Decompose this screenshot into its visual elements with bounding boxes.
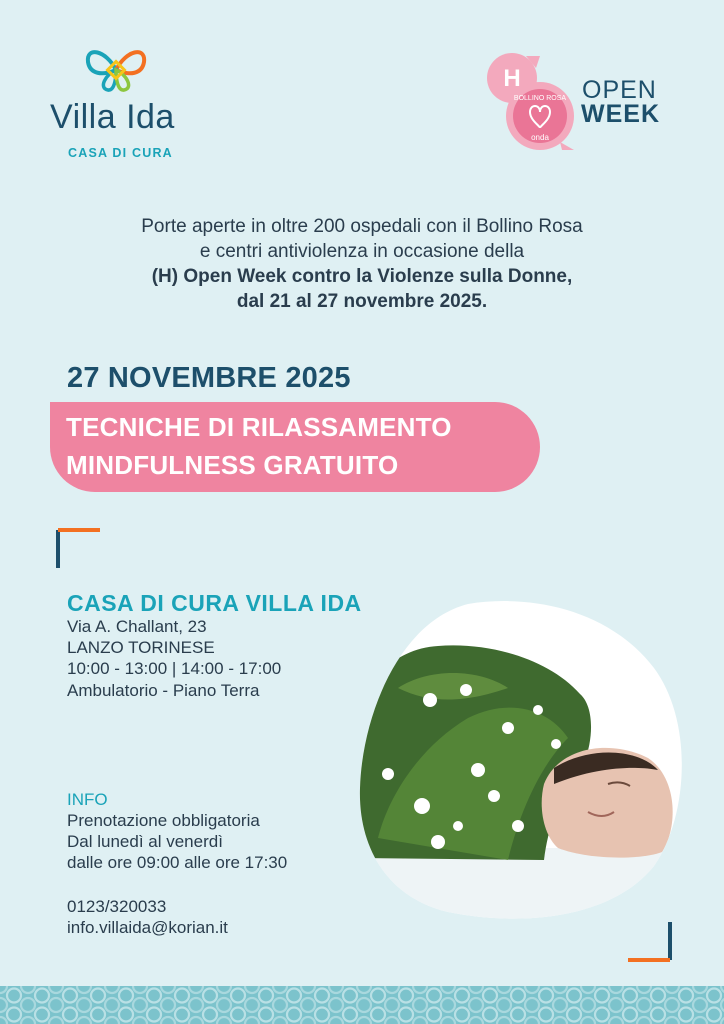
venue-location: Ambulatorio - Piano Terra (67, 681, 260, 700)
info-line: Dal lunedì al venerdì (67, 832, 223, 851)
badge-text-bottom: onda (531, 133, 549, 142)
intro-line-bold: dal 21 al 27 novembre 2025. (236, 291, 488, 312)
logo-name: Villa Ida (50, 98, 175, 136)
venue-address: Via A. Challant, 23 (67, 617, 207, 636)
open-week-line1: OPEN (582, 76, 657, 104)
mindfulness-photo (358, 598, 686, 924)
corner-bracket-icon (628, 922, 672, 962)
info-line: Prenotazione obbligatoria (67, 811, 260, 830)
corner-bracket-icon (56, 528, 100, 568)
badge-letter: H (503, 65, 521, 92)
badge-text-top: BOLLINO ROSA (513, 95, 567, 102)
intro-line: Porte aperte in oltre 200 ospedali con il Bollino Rosa (141, 216, 583, 237)
event-title-line2: MINDFULNESS GRATUITO (66, 450, 399, 480)
venue-name: CASA DI CURA VILLA IDA (67, 590, 362, 616)
logo-subtitle: CASA DI CURA (68, 146, 173, 160)
venue-city: LANZO TORINESE (67, 638, 215, 657)
info-phone[interactable]: 0123/320033 (67, 897, 167, 916)
intro-line: e centri antiviolenza in occasione della (199, 241, 525, 262)
event-date: 27 NOVEMBRE 2025 (67, 362, 351, 394)
event-title-line1: TECNICHE DI RILASSAMENTO (66, 412, 452, 442)
intro-line-bold: (H) Open Week contro la Violenze sulla Donne, (151, 266, 573, 287)
open-week-line2: WEEK (581, 100, 660, 128)
info-line: dalle ore 09:00 alle ore 17:30 (67, 853, 288, 872)
intro-text (60, 214, 664, 314)
bollino-rosa-badge-icon (482, 50, 582, 158)
info-email[interactable]: info.villaida@korian.it (67, 918, 228, 937)
venue-hours: 10:00 - 13:00 | 14:00 - 17:00 (67, 659, 282, 678)
butterfly-logo-icon (82, 44, 150, 94)
info-label: INFO (67, 790, 108, 809)
decorative-pattern-strip (0, 986, 724, 1024)
